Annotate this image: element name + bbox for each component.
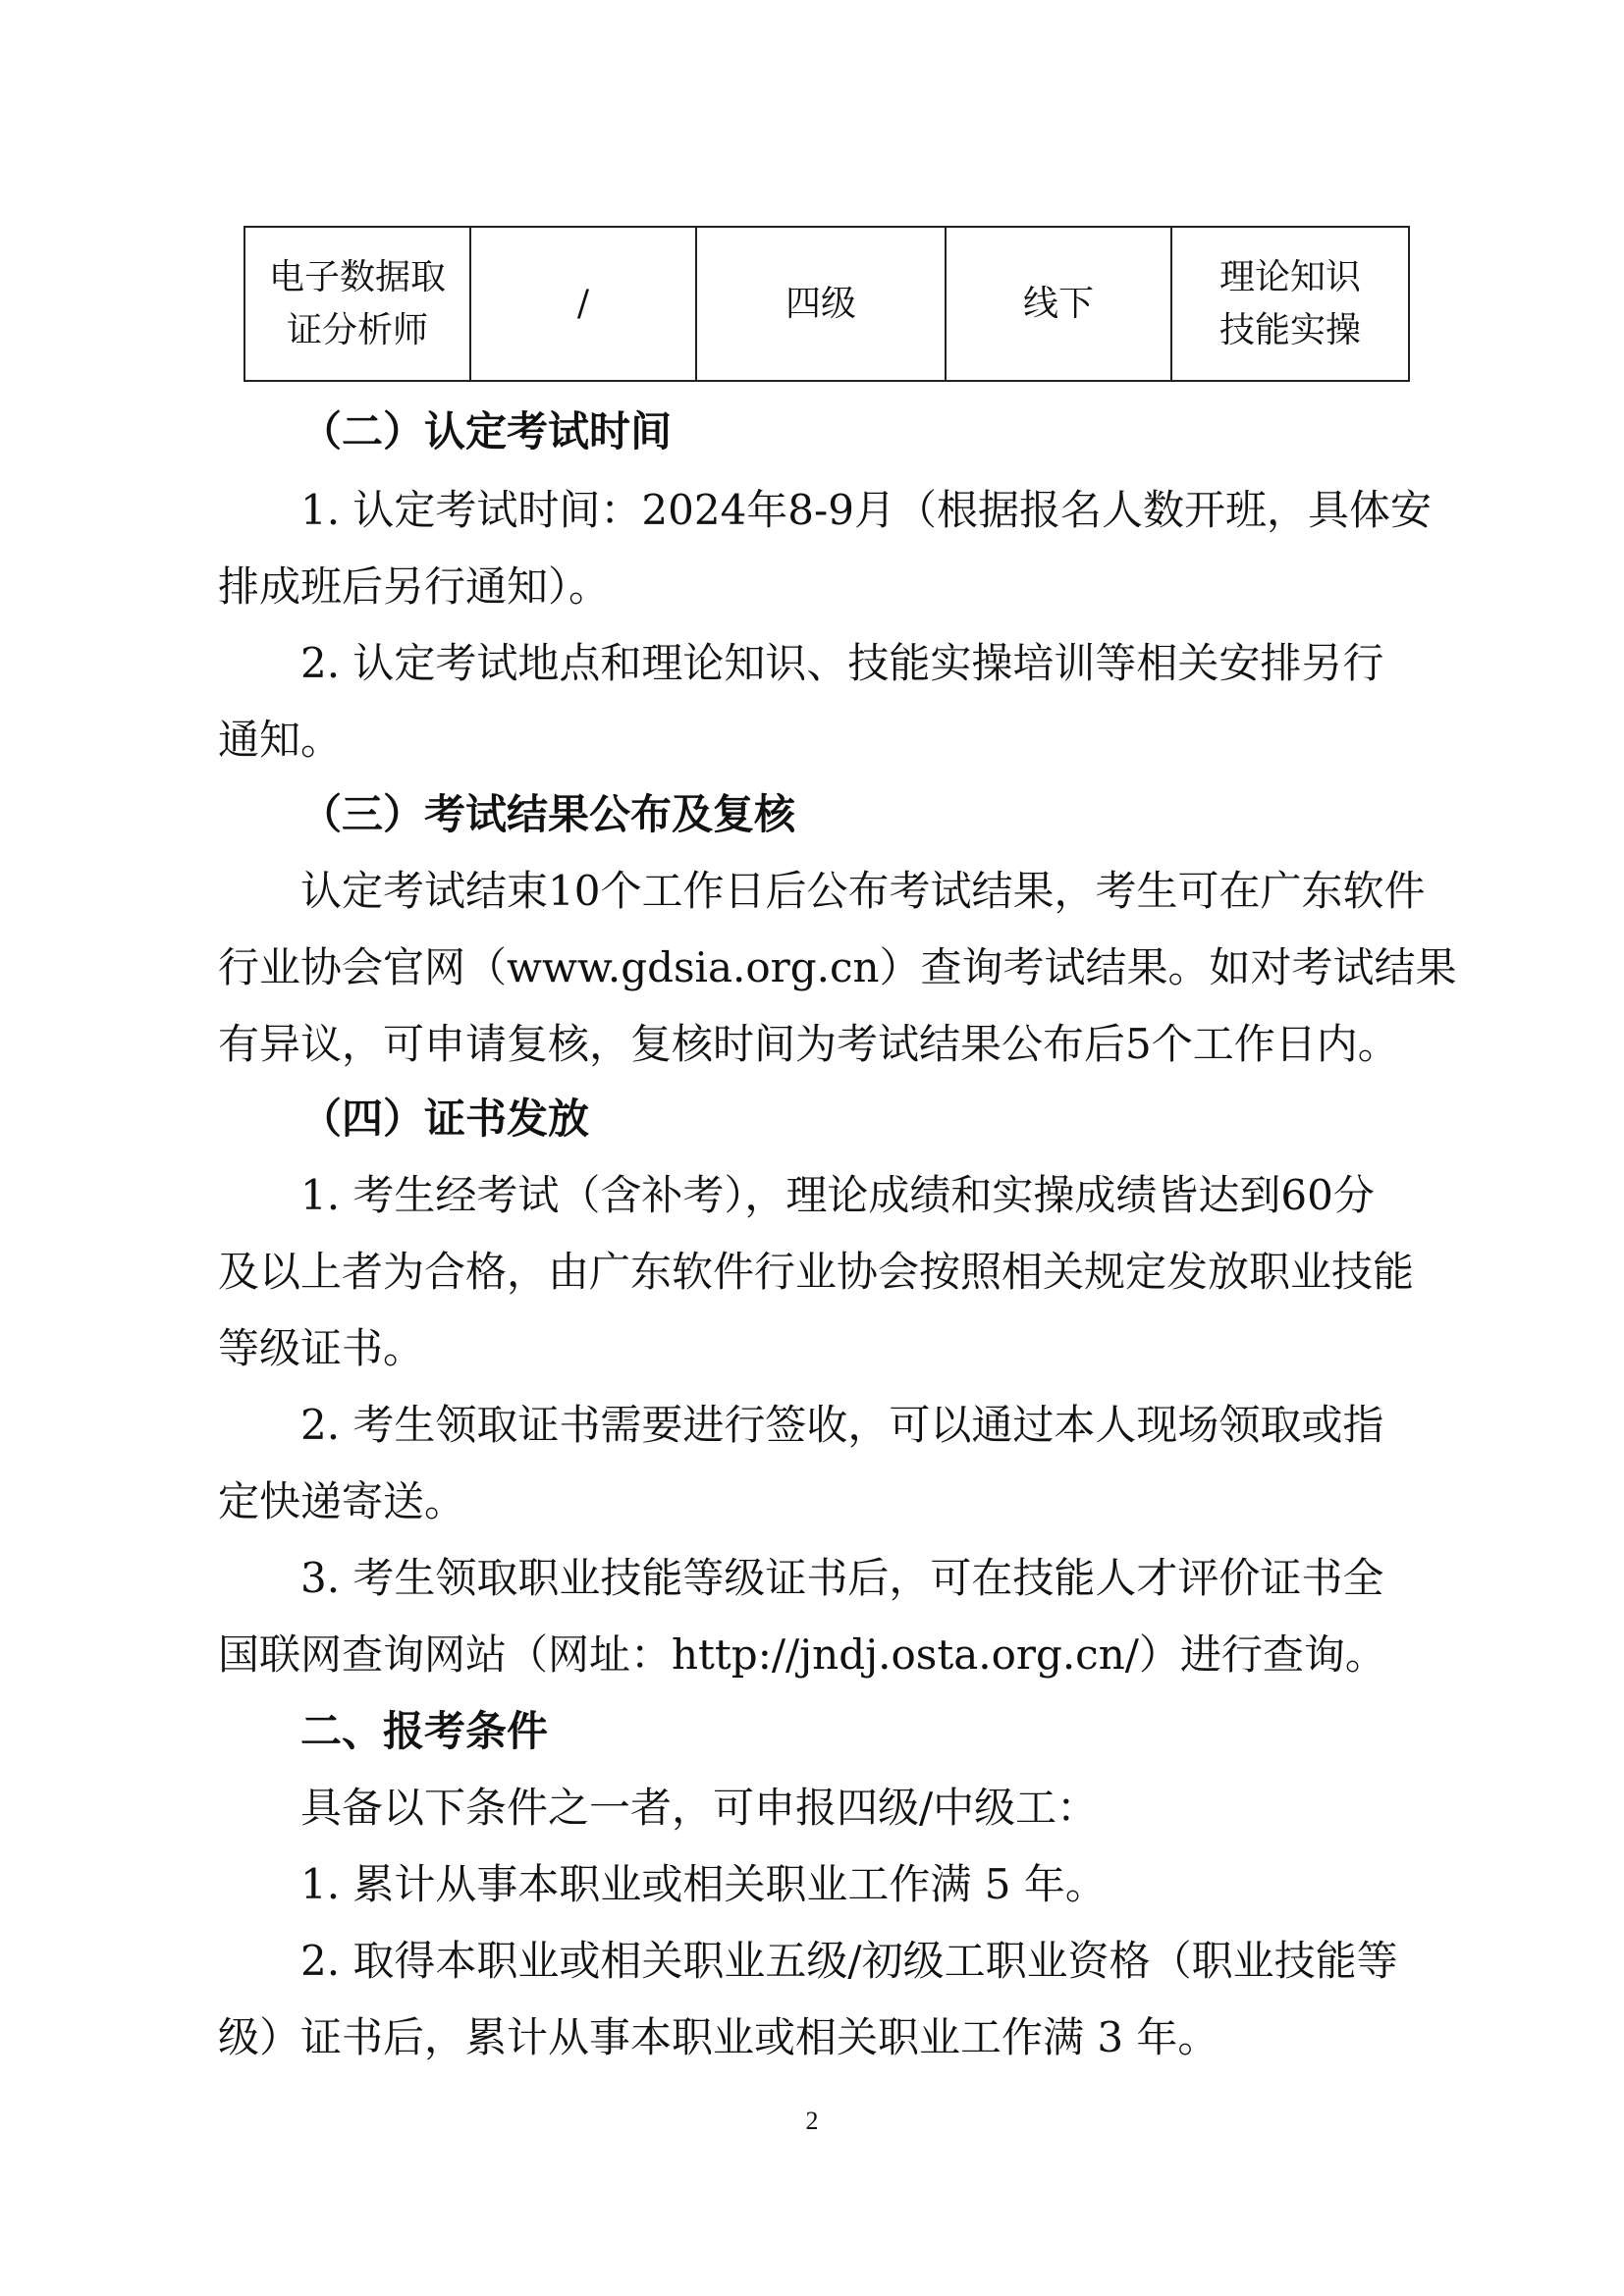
content-line: 技能实操: [1218, 309, 1361, 350]
occupation-line: 证分析师: [286, 309, 428, 350]
table-row: [244, 227, 1409, 381]
paragraph-line: 1. 累计从事本职业或相关职业工作满 5 年。: [300, 1860, 1107, 1908]
section-heading: （三）考试结果公布及复核: [300, 790, 796, 838]
paragraph-line: 通知。: [218, 716, 343, 764]
paragraph-line: 3. 考生领取职业技能等级证书后，可在技能人才评价证书全: [300, 1554, 1384, 1602]
section-heading: （四）证书发放: [300, 1095, 590, 1143]
direction-cell: /: [470, 227, 696, 381]
paragraph-line: 具备以下条件之一者，可申报四级/中级工：: [300, 1784, 1099, 1832]
paragraph-line: 等级证书。: [218, 1324, 425, 1372]
content-cell: [1171, 227, 1409, 381]
paragraph-line: 1. 认定考试时间：2024年8-9月（根据报名人数开班，具体安: [300, 486, 1432, 534]
occupation-table: [244, 226, 1410, 382]
paragraph-line: 有异议，可申请复核，复核时间为考试结果公布后5个工作日内。: [218, 1020, 1399, 1068]
section-heading: （二）认定考试时间: [300, 407, 673, 455]
paragraph-line: 行业协会官网（www.gdsia.org.cn）查询考试结果。如对考试结果: [218, 943, 1457, 991]
occupation-cell: [244, 227, 470, 381]
mode-cell: 线下: [946, 227, 1171, 381]
paragraph-line: 及以上者为合格，由广东软件行业协会按照相关规定发放职业技能: [218, 1248, 1415, 1296]
paragraph-line: 级）证书后，累计从事本职业或相关职业工作满 3 年。: [218, 2013, 1219, 2061]
paragraph-line: 2. 认定考试地点和理论知识、技能实操培训等相关安排另行: [300, 639, 1384, 687]
occupation-line: 电子数据取: [268, 256, 446, 297]
content-line: 理论知识: [1218, 256, 1361, 297]
paragraph-line: 2. 考生领取证书需要进行签收，可以通过本人现场领取或指: [300, 1401, 1384, 1449]
paragraph-line: 1. 考生经考试（含补考），理论成绩和实操成绩皆达到60分: [300, 1171, 1375, 1219]
page-number: 2: [805, 2107, 819, 2135]
paragraph-line: 排成班后另行通知）。: [218, 562, 611, 611]
paragraph-line: 认定考试结束10个工作日后公布考试结果，考生可在广东软件: [300, 867, 1426, 915]
section-heading: 二、报考条件: [300, 1707, 549, 1755]
paragraph-line: 国联网查询网站（网址：http://jndj.osta.org.cn/）进行查询。: [218, 1630, 1386, 1679]
paragraph-line: 定快递寄送。: [218, 1477, 466, 1525]
level-cell: 四级: [696, 227, 946, 381]
paragraph-line: 2. 取得本职业或相关职业五级/初级工职业资格（职业技能等: [300, 1937, 1398, 1985]
